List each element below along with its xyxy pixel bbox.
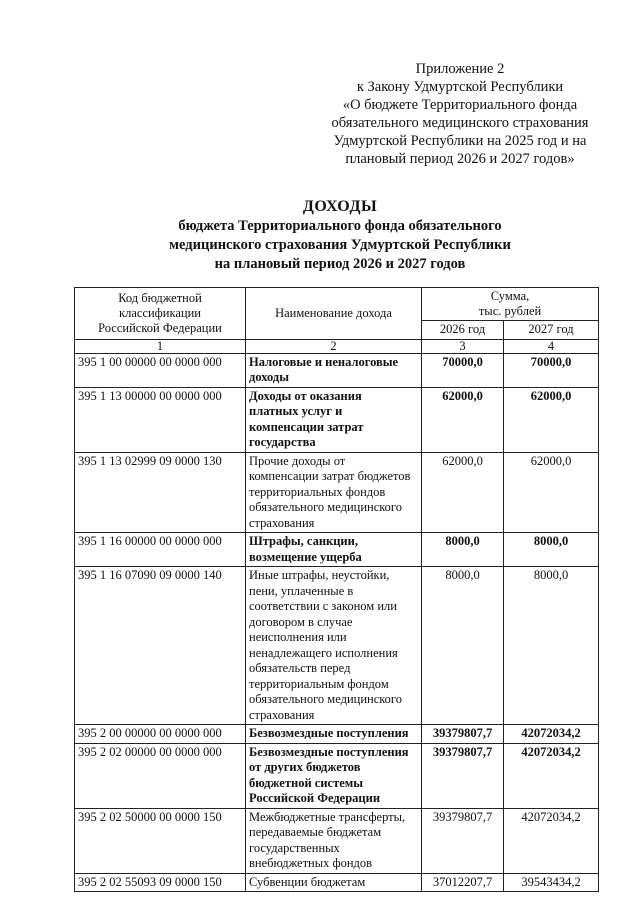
- document-title: [60, 197, 620, 274]
- table-row: [75, 725, 599, 744]
- title-line: бюджета Территориального фонда обязательного: [178, 218, 502, 234]
- row-code: 395 2 00 00000 00 0000 000: [75, 725, 246, 744]
- revenue-table: [74, 287, 599, 892]
- header-code-line: Код бюджетной: [118, 290, 202, 305]
- row-amount-2026: 39379807,7: [422, 808, 504, 873]
- row-name: [246, 808, 422, 873]
- row-name-line: соответствии с законом или: [249, 599, 397, 613]
- row-code: 395 1 00 00000 00 0000 000: [75, 353, 246, 387]
- row-name-line: Субвенции бюджетам: [249, 874, 366, 889]
- column-number: 2: [246, 339, 422, 353]
- row-name-line: обязательного медицинского: [249, 692, 403, 706]
- row-amount-2027: 8000,0: [504, 533, 599, 567]
- appendix-line: плановый период 2026 и 2027 годов»: [345, 151, 575, 167]
- header-sum-line: тыс. рублей: [478, 304, 542, 318]
- column-number: 4: [504, 339, 599, 353]
- row-amount-2026: 39379807,7: [422, 725, 504, 744]
- row-amount-2027: 42072034,2: [504, 725, 599, 744]
- header-code: [75, 288, 246, 340]
- row-code: 395 1 13 02999 09 0000 130: [75, 452, 246, 533]
- row-code: 395 1 13 00000 00 0000 000: [75, 387, 246, 452]
- row-name-line: договором в случае: [249, 614, 353, 629]
- row-amount-2027: 62000,0: [504, 387, 599, 452]
- row-code: 395 1 16 07090 09 0000 140: [75, 567, 246, 725]
- row-name-line: страхования: [249, 707, 315, 722]
- row-name: [246, 725, 422, 744]
- row-name-line: Штрафы, санкции,: [249, 534, 358, 548]
- row-amount-2027: 62000,0: [504, 452, 599, 533]
- appendix-line: к Закону Удмуртской Республики: [356, 79, 564, 95]
- appendix-line: обязательного медицинского страхования: [331, 115, 589, 131]
- row-name-line: государства: [249, 435, 316, 449]
- row-name-line: бюджетной системы: [249, 775, 364, 790]
- table-body: [75, 353, 599, 892]
- row-name: [246, 387, 422, 452]
- title-line: медицинского страхования Удмуртской Республики: [169, 237, 511, 253]
- row-name-line: неисполнения или: [249, 630, 347, 644]
- row-amount-2027: 42072034,2: [504, 808, 599, 873]
- appendix-heading: [300, 60, 620, 168]
- table-row: [75, 873, 599, 892]
- row-amount-2026: 62000,0: [422, 452, 504, 533]
- row-name-line: Иные штрафы, неустойки,: [249, 568, 390, 582]
- header-name: Наименование дохода: [246, 288, 422, 340]
- row-amount-2026: 39379807,7: [422, 743, 504, 808]
- header-sum-line: Сумма,: [490, 289, 530, 303]
- row-name-line: территориальных фондов: [249, 484, 386, 499]
- row-name-line: Налоговые и неналоговые: [249, 354, 399, 369]
- row-code: 395 2 02 00000 00 0000 000: [75, 743, 246, 808]
- table-row: [75, 387, 599, 452]
- header-code-line: классификации: [119, 305, 201, 320]
- row-name-line: страхования: [249, 515, 315, 530]
- row-name-line: компенсации затрат бюджетов: [249, 469, 411, 483]
- row-name-line: Безвозмездные поступления: [249, 744, 409, 759]
- row-amount-2026: 37012207,7: [422, 873, 504, 892]
- row-name: [246, 452, 422, 533]
- row-name-line: доходы: [249, 370, 290, 384]
- table-row: [75, 567, 599, 725]
- row-name-line: компенсации затрат: [249, 419, 364, 434]
- row-name: [246, 743, 422, 808]
- row-name-line: от других бюджетов: [249, 760, 361, 774]
- row-amount-2027: 42072034,2: [504, 743, 599, 808]
- header-sum: [422, 288, 599, 321]
- table-row: [75, 452, 599, 533]
- row-name-line: возмещение ущерба: [249, 549, 362, 564]
- table-row: [75, 533, 599, 567]
- row-code: 395 1 16 00000 00 0000 000: [75, 533, 246, 567]
- row-name: [246, 533, 422, 567]
- row-name-line: Доходы от оказания: [249, 388, 362, 403]
- row-name-line: внебюджетных фондов: [249, 856, 373, 870]
- row-amount-2026: 62000,0: [422, 387, 504, 452]
- row-name-line: государственных: [249, 840, 340, 855]
- row-name-line: ненадлежащего исполнения: [249, 645, 398, 660]
- column-number: 1: [75, 339, 246, 353]
- row-name-line: пени, уплаченные в: [249, 583, 354, 598]
- row-code: 395 2 02 55093 09 0000 150: [75, 873, 246, 892]
- row-code: 395 2 02 50000 00 0000 150: [75, 808, 246, 873]
- row-name-line: передаваемые бюджетам: [249, 825, 382, 839]
- table-row: [75, 808, 599, 873]
- row-name: [246, 567, 422, 725]
- row-name-line: территориальным фондом: [249, 676, 389, 691]
- table-row: [75, 743, 599, 808]
- row-name-line: Межбюджетные трансферты,: [249, 809, 406, 824]
- column-number: 3: [422, 339, 504, 353]
- row-name-line: Российской Федерации: [249, 791, 381, 805]
- row-amount-2026: 70000,0: [422, 353, 504, 387]
- row-name-line: Прочие доходы от: [249, 453, 346, 468]
- row-name-line: Безвозмездные поступления: [249, 726, 409, 740]
- row-name: [246, 353, 422, 387]
- row-amount-2026: 8000,0: [422, 533, 504, 567]
- appendix-line: Удмуртской Республики на 2025 год и на: [333, 133, 587, 149]
- title-line: на плановый период 2026 и 2027 годов: [214, 256, 466, 272]
- header-year-2026: 2026 год: [422, 321, 504, 340]
- table-row: [75, 353, 599, 387]
- header-code-line: Российской Федерации: [98, 320, 222, 335]
- row-amount-2027: 39543434,2: [504, 873, 599, 892]
- header-year-2027: 2027 год: [504, 321, 599, 340]
- row-amount-2027: 8000,0: [504, 567, 599, 725]
- appendix-line: «О бюджете Территориального фонда: [342, 97, 578, 113]
- title-main: ДОХОДЫ: [302, 198, 378, 215]
- row-name-line: платных услуг и: [249, 404, 343, 418]
- row-name-line: обязательного медицинского: [249, 500, 403, 514]
- row-amount-2027: 70000,0: [504, 353, 599, 387]
- row-name-line: обязательств перед: [249, 661, 351, 675]
- row-name: [246, 873, 422, 892]
- appendix-line: Приложение 2: [415, 61, 505, 77]
- row-amount-2026: 8000,0: [422, 567, 504, 725]
